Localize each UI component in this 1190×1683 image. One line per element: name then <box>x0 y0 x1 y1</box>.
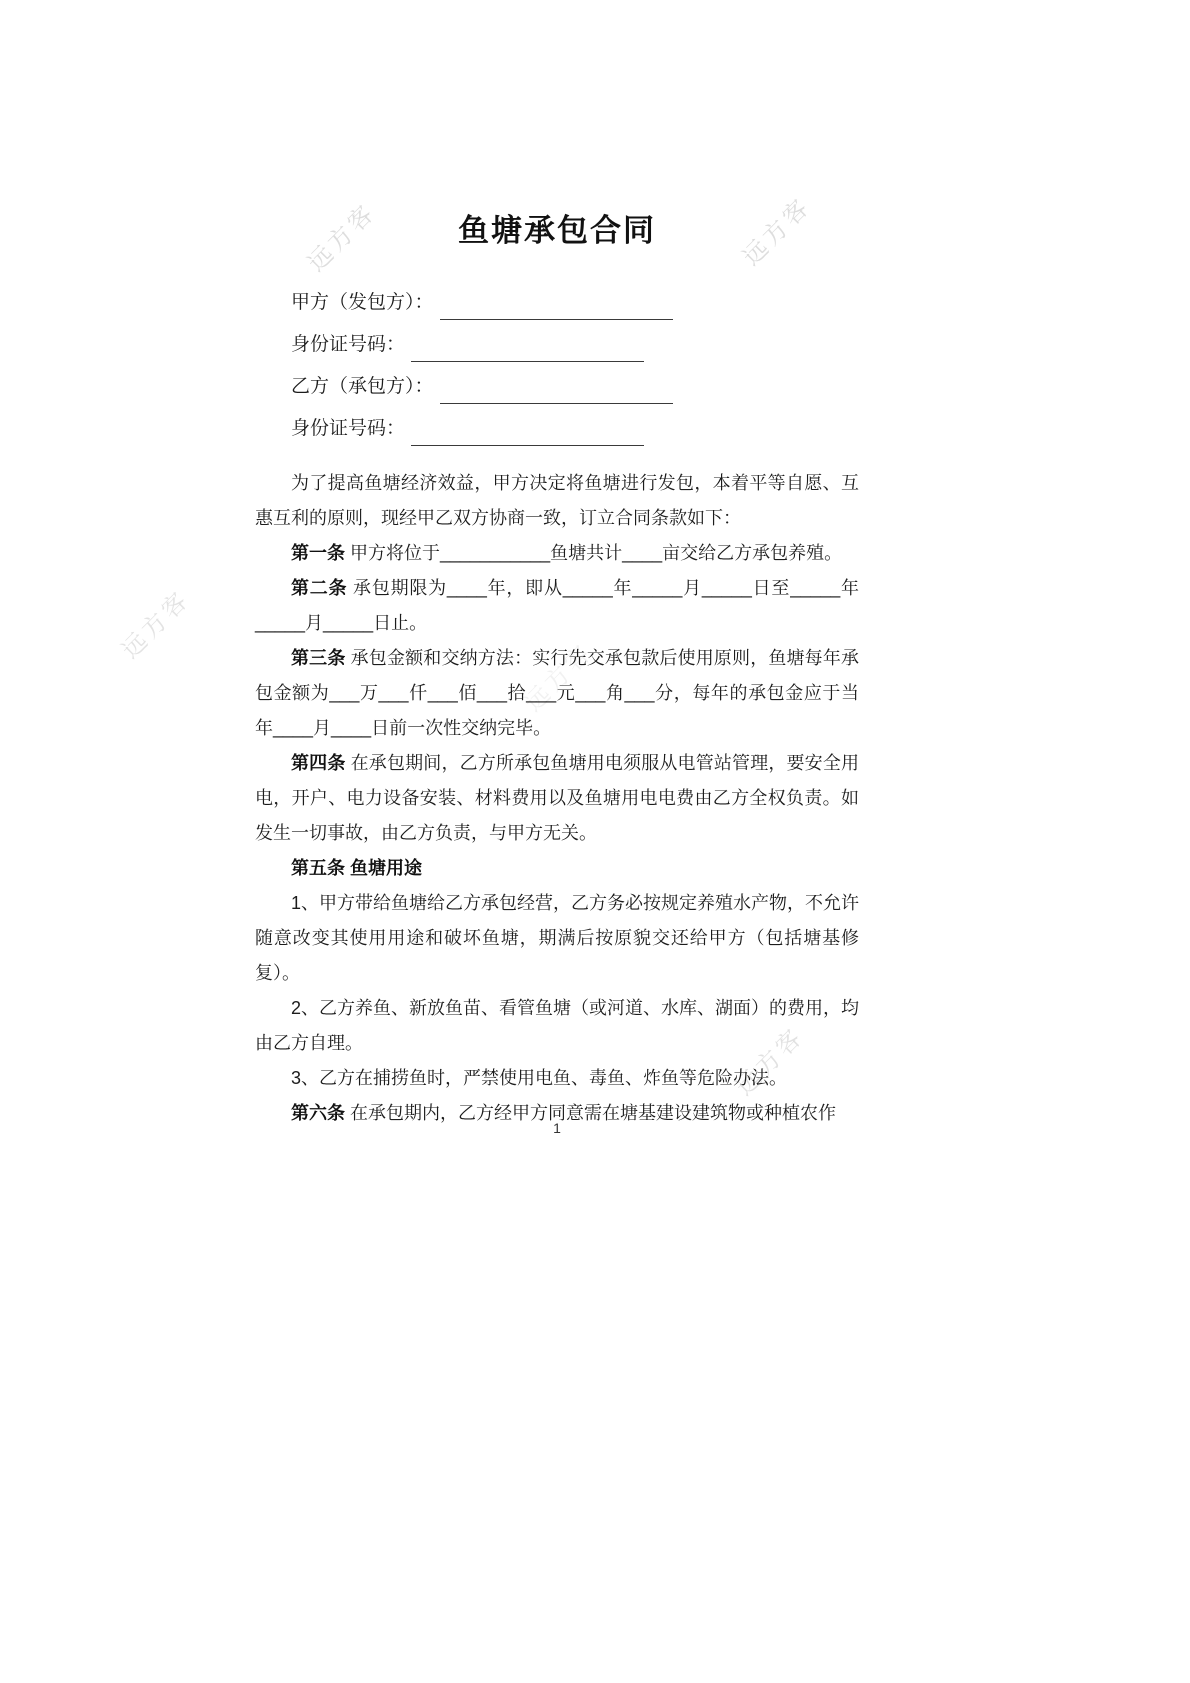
watermark: 远方客 <box>302 198 382 277</box>
paragraph-text: 在承包期内，乙方经甲方同意需在塘基建设建筑物或种植农作 <box>345 1103 836 1123</box>
contract-paragraph <box>255 571 859 641</box>
form-field-row <box>291 324 859 366</box>
form-field-label: 身份证号码： <box>291 334 406 355</box>
paragraph-text: 承包期限为____年，即从_____年_____月_____日至_____年_____月_____日止。 <box>255 578 860 633</box>
paragraph-text: 1、甲方带给鱼塘给乙方承包经营，乙方务必按规定养殖水产物，不允许随意改变其使用用途和破坏鱼塘，期满后按原貌交还给甲方（包括塘基修复）。 <box>255 893 860 983</box>
clause-label: 第五条 鱼塘用途 <box>291 858 423 878</box>
clause-label: 第四条 <box>291 753 346 773</box>
paragraph-text: 在承包期间，乙方所承包鱼塘用电须服从电管站管理，要安全用电，开户、电力设备安装、材料费用以及鱼塘用电电费由乙方全权负责。如发生一切事故，由乙方负责，与甲方无关。 <box>255 753 859 843</box>
form-field-label: 甲方（发包方）： <box>291 292 434 313</box>
contract-body <box>255 466 859 1131</box>
watermark: 远方客 <box>519 638 599 717</box>
contract-paragraph <box>255 641 859 746</box>
clause-label: 第一条 <box>291 543 345 563</box>
form-field-label: 身份证号码： <box>291 418 406 439</box>
blank-underline <box>411 334 644 362</box>
clause-label: 第三条 <box>291 648 346 668</box>
paragraph-text: 为了提高鱼塘经济效益，甲方决定将鱼塘进行发包，本着平等自愿、互惠互利的原则，现经甲乙双方协商一致，订立合同条款如下： <box>255 473 859 528</box>
paragraph-text: 2、乙方养鱼、新放鱼苗、看管鱼塘（或河道、水库、湖面）的费用，均由乙方自理。 <box>255 998 860 1053</box>
clause-label: 第六条 <box>291 1103 345 1123</box>
page-title: 鱼塘承包合同 <box>458 213 656 248</box>
watermark: 远方客 <box>737 192 817 271</box>
form-field-label: 乙方（承包方）： <box>291 376 434 397</box>
contract-paragraph <box>255 851 859 886</box>
page-number: 1 <box>553 1120 561 1136</box>
contract-paragraph <box>255 991 859 1061</box>
contract-paragraph <box>255 746 859 851</box>
watermark: 远方客 <box>116 585 196 664</box>
contract-paragraph <box>255 536 859 571</box>
blank-underline <box>440 292 673 320</box>
paragraph-text: 承包金额和交纳方法：实行先交承包款后使用原则，鱼塘每年承包金额为___万___仟___佰___拾___元___角___分，每年的承包金应于当年____月____日前一次性交纳完毕。 <box>255 648 859 738</box>
blank-underline <box>411 418 644 446</box>
contract-paragraph <box>255 466 859 536</box>
contract-paragraph <box>255 1061 859 1096</box>
contract-document <box>255 205 859 1131</box>
form-field-row <box>291 408 859 450</box>
contract-paragraph <box>255 886 859 991</box>
form-field-row <box>291 282 859 324</box>
paragraph-text: 3、乙方在捕捞鱼时，严禁使用电鱼、毒鱼、炸鱼等危险办法。 <box>291 1068 788 1088</box>
clause-label: 第二条 <box>291 578 348 598</box>
watermark: 远方客 <box>730 1022 810 1101</box>
blank-underline <box>440 376 673 404</box>
form-field-row <box>291 366 859 408</box>
paragraph-text: 甲方将位于___________鱼塘共计____亩交给乙方承包养殖。 <box>345 543 843 563</box>
party-info-section <box>291 282 859 450</box>
